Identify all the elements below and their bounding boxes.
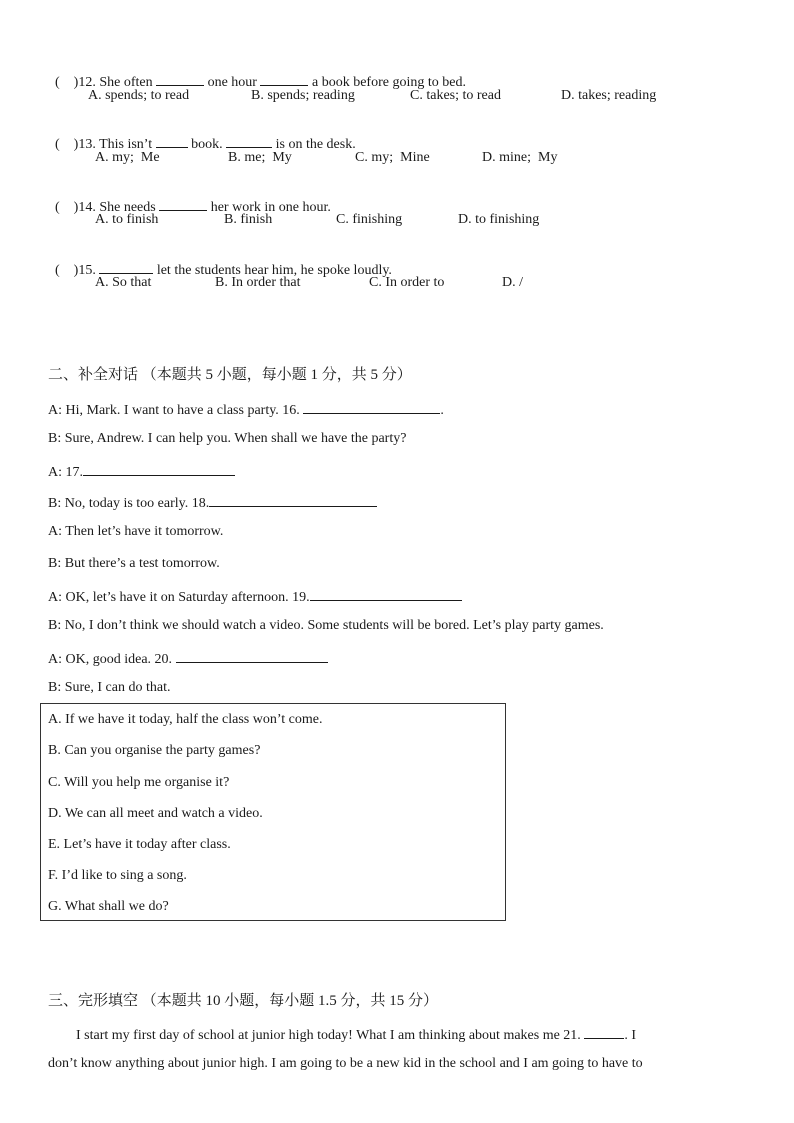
dialogue-line: B: No, I don’t think we should watch a video. Some students will be bored. Let’s play party games. xyxy=(48,618,604,633)
answer-blank[interactable] xyxy=(226,134,272,148)
question-text: is on the desk. xyxy=(272,137,356,152)
question-text: one hour xyxy=(204,75,261,90)
option-a: A. So that xyxy=(95,275,152,290)
box-option: G. What shall we do? xyxy=(48,899,169,914)
question-text: ( )15. xyxy=(55,263,100,278)
dialogue-line: A: OK, let’s have it on Saturday afternoon. 19. xyxy=(48,587,462,606)
answer-blank[interactable] xyxy=(303,400,440,414)
dialogue-line: B: Sure, I can do that. xyxy=(48,680,171,695)
question-text: ( )13. This isn’t xyxy=(55,137,156,152)
passage-line: I start my first day of school at junior high today! What I am thinking about makes me 21. . I xyxy=(48,1025,748,1044)
option-b: B. finish xyxy=(224,212,273,227)
dialogue-line: B: Sure, Andrew. I can help you. When shall we have the party? xyxy=(48,431,407,446)
option-a: A. my; Me xyxy=(95,150,160,165)
dialogue-line: A: Then let’s have it tomorrow. xyxy=(48,524,224,539)
option-b: B. spends; reading xyxy=(251,88,355,103)
answer-blank[interactable] xyxy=(260,72,308,86)
dialogue-line: B: But there’s a test tomorrow. xyxy=(48,556,220,571)
answer-blank[interactable] xyxy=(176,649,328,663)
question-text: book. xyxy=(187,137,227,152)
box-option: E. Let’s have it today after class. xyxy=(48,837,231,852)
question-text: ( )12. She often xyxy=(55,75,157,90)
answer-blank[interactable] xyxy=(83,462,235,476)
question-text: ( )14. She needs xyxy=(55,200,160,215)
option-a: A. spends; to read xyxy=(88,88,190,103)
question-text: a book before going to bed. xyxy=(308,75,466,90)
dialogue-line: A: OK, good idea. 20. xyxy=(48,649,328,668)
box-option: F. I’d like to sing a song. xyxy=(48,868,187,883)
option-c: C. finishing xyxy=(336,212,403,227)
answer-blank[interactable] xyxy=(209,493,377,507)
option-d: D. to finishing xyxy=(458,212,540,227)
answer-blank[interactable] xyxy=(156,72,204,86)
question-text: her work in one hour. xyxy=(207,200,331,215)
option-b: B. me; My xyxy=(228,150,292,165)
box-option: A. If we have it today, half the class won’t come. xyxy=(48,712,323,727)
question-text: let the students hear him, he spoke loudly. xyxy=(153,263,392,278)
question-12 xyxy=(48,56,466,91)
passage-line: don’t know anything about junior high. I am going to be a new kid in the school and I am going to have to xyxy=(48,1056,643,1071)
question-14 xyxy=(48,181,331,216)
option-b: B. In order that xyxy=(215,275,301,290)
answer-blank[interactable] xyxy=(584,1025,624,1039)
option-d: D. takes; reading xyxy=(561,88,657,103)
box-option: D. We can all meet and watch a video. xyxy=(48,806,263,821)
answer-blank[interactable] xyxy=(156,134,188,148)
box-option: B. Can you organise the party games? xyxy=(48,743,261,758)
section-heading: 二、补全对话 （本题共 5 小题，每小题 1 分，共 5 分） xyxy=(48,367,412,383)
dialogue-line: A: 17. xyxy=(48,462,235,481)
option-d: D. mine; My xyxy=(482,150,558,165)
dialogue-line: A: Hi, Mark. I want to have a class party. 16. . xyxy=(48,400,444,419)
option-c: C. my; Mine xyxy=(355,150,430,165)
answer-blank[interactable] xyxy=(99,260,153,274)
option-a: A. to finish xyxy=(95,212,159,227)
box-option: C. Will you help me organise it? xyxy=(48,775,230,790)
answer-blank[interactable] xyxy=(310,587,462,601)
dialogue-line: B: No, today is too early. 18. xyxy=(48,493,377,512)
question-13 xyxy=(48,118,356,153)
option-c: C. takes; to read xyxy=(410,88,501,103)
answer-blank[interactable] xyxy=(159,197,207,211)
section-heading: 三、完形填空 （本题共 10 小题，每小题 1.5 分，共 15 分） xyxy=(48,993,439,1009)
option-c: C. In order to xyxy=(369,275,445,290)
question-15 xyxy=(48,244,392,279)
option-d: D. / xyxy=(502,275,523,290)
